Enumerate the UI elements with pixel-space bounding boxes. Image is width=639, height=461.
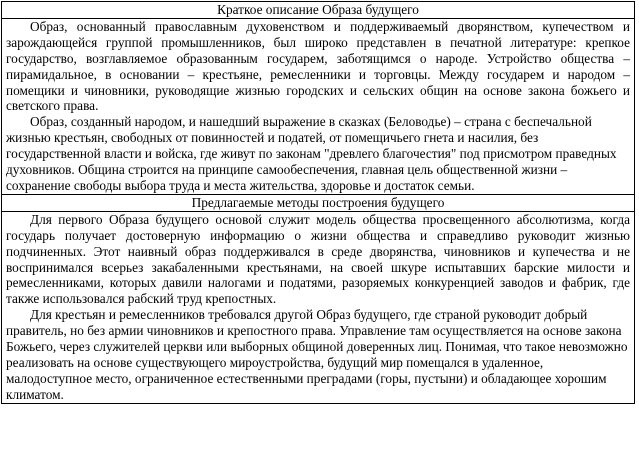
section1-body-row — [2, 18, 635, 194]
section1-header-row — [2, 2, 635, 19]
section2-paragraph-2: Для крестьян и ремесленников требовался другой Образ будущего, где страной руководит добрый правитель, но без армии чиновников и крепостного права. Управление там осуществляется на основе закона Божьего, через служителей церкви или выборных общиной доверенных лиц. Понимая, что такое невозможно реализовать на основе существующего мироустройства, будущий мир помещался в удаленное, малодоступное место, ограниченное естественными преградами (горы, пустыни) и обладающее хорошим климатом. — [6, 307, 628, 402]
section1-body — [2, 18, 635, 194]
section1-paragraph-1: Образ, основанный православным духовенством и поддерживаемый дворянством, купечеством и зарождающейся группой промышленников, был широко представлен в печатной литературе: крепкое государство, возглавляемое образованным государем, заботящимся о народе. Устройство общества – пирамидальное, в основании – крестьяне, ремесленники и торговцы. Между государем и народом – помещики и чиновники, руководящие жизнью городских и сельских общин на основе закона божьего и светского права. — [6, 18, 630, 114]
section1-title: Краткое описание Образа будущего — [2, 2, 635, 19]
section2-body-row — [2, 211, 635, 403]
section2-paragraph-1: Для первого Образа будущего основой служит модель общества просвещенного абсолютизма, когда государь получает достоверную информацию о жизни общества и справедливо руководит жизнью подчиненных. Этот наивный образ поддерживался в среде дворянства, чиновников и купечества и не воспринимался всерьез закабаленными крестьянами, на своей шкуре испытавших барские милости и ремесленниками, которых давили налогами и податями, разоряемых конкуренцией заводов и фабрик, где также использовался рабский труд крепостных. — [6, 211, 630, 307]
section2-title: Предлагаемые методы построения будущего — [2, 194, 635, 211]
document-table — [1, 1, 635, 404]
section2-body — [2, 211, 635, 403]
section2-header-row — [2, 194, 635, 211]
section1-paragraph-2: Образ, созданный народом, и нашедший выражение в сказках (Беловодье) – страна с беспечальной жизнью крестьян, свободных от повинностей и податей, от помещичьего гнета и насилия, без государственной власти и войска, где живут по законам "древлего благочестия" под присмотром праведных духовников. Община строится на принципе самообеспечения, главная цель общественной жизни – сохранение свободы выбора труда и места жительства, здоровье и достаток семьи. — [6, 114, 617, 193]
